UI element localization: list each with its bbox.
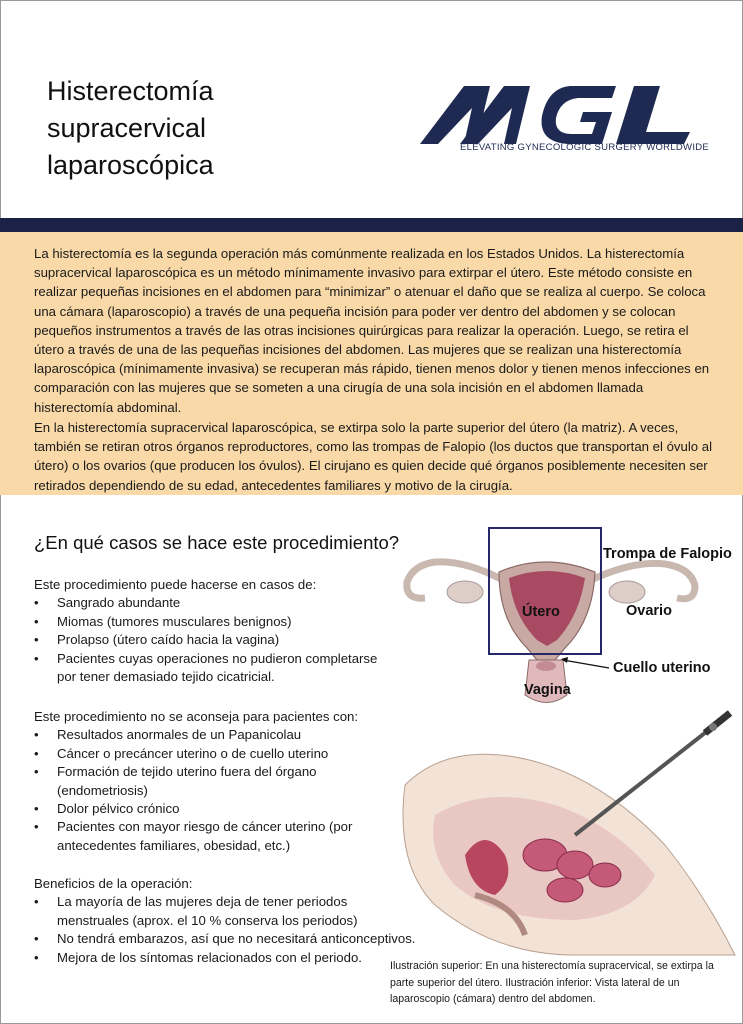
bullet: • bbox=[34, 931, 39, 947]
contraindications-block bbox=[34, 708, 394, 855]
list-item-text: Dolor pélvico crónico bbox=[57, 801, 180, 817]
list-item-text: Cáncer o precáncer uterino o de cuello uterino bbox=[57, 745, 329, 761]
list-item bbox=[34, 613, 394, 631]
bullet: • bbox=[34, 894, 39, 910]
list-item-text: Miomas (tumores musculares benignos) bbox=[57, 613, 292, 629]
indications-block bbox=[34, 576, 394, 686]
bullet: • bbox=[34, 764, 39, 780]
label-vagina: Vagina bbox=[524, 682, 571, 698]
section-title: ¿En qué casos se hace este procedimiento? bbox=[34, 532, 400, 553]
intro-panel bbox=[0, 232, 743, 495]
bullet: • bbox=[34, 745, 39, 761]
bullet: • bbox=[34, 727, 39, 743]
list-item bbox=[34, 745, 394, 763]
list-item-text: Resultados anormales de un Papanicolau bbox=[57, 727, 302, 743]
list-item-text: Sangrado abundante bbox=[57, 595, 181, 611]
bullet: • bbox=[34, 632, 39, 648]
list-item bbox=[34, 893, 387, 930]
intro-paragraph-2: En la histerectomía supracervical laparoscópica, se extirpa solo la parte superior del útero (la matriz). A veces, también se retiran otros órganos reproductores, como las trompas de Falopio (los ductos que transportan el óvulo al útero) o los ovarios (que producen los óvulos). El cirujano es quien decide qué órganos posiblemente necesiten ser retirados dependiendo de su edad, antecedentes familiares y motivo de la cirugía. bbox=[34, 420, 713, 493]
contraindications-lead: Este procedimiento no se aconseja para pacientes con: bbox=[34, 709, 359, 724]
bullet: • bbox=[34, 650, 39, 666]
benefits-lead: Beneficios de la operación: bbox=[34, 876, 193, 891]
list-item bbox=[34, 763, 394, 800]
label-ovary: Ovario bbox=[626, 603, 672, 619]
label-fallopian-tube: Trompa de Falopio bbox=[603, 546, 732, 562]
title-line-2: supracervical bbox=[47, 113, 207, 144]
list-item-text: La mayoría de las mujeres deja de tener periodos menstruales (aprox. el 10 % conserva los periodos) bbox=[57, 894, 358, 928]
bullet: • bbox=[34, 595, 39, 611]
indications-list bbox=[34, 594, 394, 686]
list-item bbox=[34, 650, 394, 687]
bullet: • bbox=[34, 949, 39, 965]
list-item-text: Prolapso (útero caído hacia la vagina) bbox=[57, 632, 280, 648]
list-item bbox=[34, 800, 394, 818]
title-line-1: Histerectomía bbox=[47, 76, 214, 107]
bullet: • bbox=[34, 801, 39, 817]
bullet: • bbox=[34, 613, 39, 629]
list-item bbox=[34, 726, 394, 744]
laparoscopy-illustration bbox=[375, 705, 740, 960]
list-item bbox=[34, 594, 394, 612]
title-line-3: laparoscópica bbox=[47, 150, 214, 181]
bullet: • bbox=[34, 819, 39, 835]
logo-tagline: ELEVATING GYNECOLOGIC SURGERY WORLDWIDE bbox=[460, 142, 710, 153]
label-cervix: Cuello uterino bbox=[613, 660, 711, 676]
list-item-text: Pacientes cuyas operaciones no pudieron completarse por tener demasiado tejido cicatricial. bbox=[57, 650, 378, 685]
list-item-text: Formación de tejido uterino fuera del órgano (endometriosis) bbox=[57, 764, 317, 798]
indications-lead: Este procedimiento puede hacerse en casos de: bbox=[34, 577, 317, 592]
page-title bbox=[47, 73, 347, 184]
logo-wordmark: AAGL bbox=[420, 78, 423, 79]
list-item bbox=[34, 818, 394, 855]
contraindications-list bbox=[34, 726, 394, 855]
figure-caption: Ilustración superior: En una histerectomía supracervical, se extirpa la parte superior del útero. Ilustración inferior: Vista lateral de un laparoscopio (cámara) dentro del abdomen. bbox=[390, 960, 714, 1005]
label-uterus: Útero bbox=[522, 604, 560, 620]
intro-paragraph-1: La histerectomía es la segunda operación más comúnmente realizada en los Estados Unidos. La histerectomía supracervical laparoscópica es un método mínimamente invasivo para extirpar el útero. Este método consiste en realizar pequeñas incisiones en el abdomen para “minimizar” o atenuar el daño que se realiza al cuerpo. Se coloca una cámara (laparoscopio) a través de una pequeña incisión para poder ver dentro del abdomen y se colocan pequeños instrumentos a través de las otras incisiones quirúrgicas para realizar la operación. Luego, se retira el útero a través de una de las pequeñas incisiones del abdomen. Las mujeres que se realizan una histerectomía laparoscópica (mínimamente invasiva) se recuperan más rápido, tienen menos dolor y tienen menos infecciones en comparación con las mujeres que se someten a una cirugía de una sola incisión en el abdomen llamada histerectomía abdominal. bbox=[34, 246, 710, 415]
list-item-text: Pacientes con mayor riesgo de cáncer uterino (por antecedentes familiares, obesidad, etc.) bbox=[57, 819, 353, 853]
header-divider-bar bbox=[0, 218, 743, 232]
list-item-text: Mejora de los síntomas relacionados con el periodo. bbox=[57, 949, 362, 965]
list-item bbox=[34, 631, 394, 649]
list-item-text: No tendrá embarazos, así que no necesitará anticonceptivos. bbox=[57, 931, 416, 947]
